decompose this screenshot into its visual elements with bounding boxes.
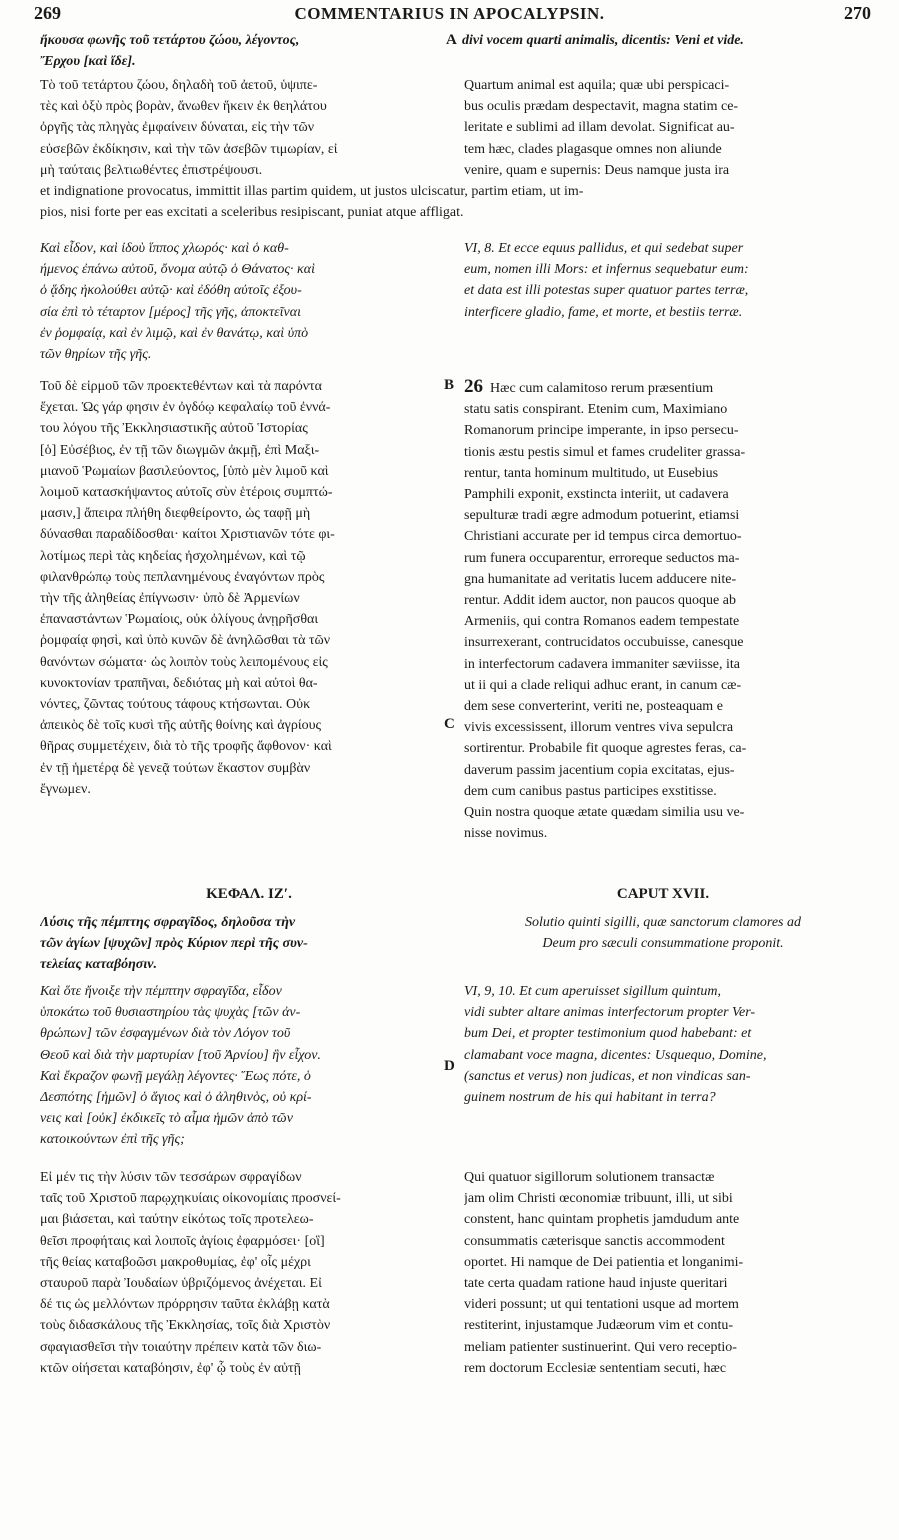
text-line [464,376,862,399]
text-line: gna humanitate ad veritatis lucem adducere nite- [464,571,737,587]
text-line: Θεοῦ καὶ διὰ τὴν μαρτυρίαν [τοῦ Ἀρνίου] ἣν εἶχον. [40,1047,321,1063]
text-line: eum, nomen illi Mors: et infernus sequebatur eum: [464,262,749,278]
margin-marker-d: D [444,1058,455,1074]
section-number: 26 [464,376,483,397]
text-line: νόντες, ζῶντας τούτους τάφους κτήσωνται. Οὐκ [40,697,311,713]
text-line: Christiani accurate per id tempus circa demortuo- [464,529,742,545]
text-line: VI, 8. Et ecce equus pallidus, et qui sedebat super [464,241,744,256]
text-line: κτῶν οἰήσεται καταβόησιν, ἐφ' ᾧ τοὺς ἐν αὐτῇ [40,1360,302,1376]
text-line: ut ii qui a clade reliqui adhuc erant, in canum cæ- [464,677,742,693]
latin-chapter-heading: CAPUT XVII. [616,886,710,902]
page-number-right: 270 [844,3,871,23]
text-line: constent, hanc quintam prophetis jamdudum ante [464,1212,740,1228]
text-line: ἐν ῥομφαίᾳ, καὶ ἐν λιμῷ, καὶ ἐν θανάτῳ, καὶ ὑπὸ [40,325,309,341]
greek-chapter-summary [40,912,458,976]
text-line: tem hæc, clades plagasque omnes non aliunde [464,141,722,157]
greek-verse-6-8 [40,238,458,365]
text-line: θρώπων] τῶν ἐσφαγμένων διὰ τὸν Λόγον τοῦ [40,1026,291,1042]
text-line: ἔγνωμεν. [40,781,91,797]
text-line: rentur. Addit idem auctor, non paucos quoque ab [464,593,736,609]
text-line: Τὸ τοῦ τετάρτου ζώου, δηλαδὴ τοῦ ἀετοῦ, ὑψιπε- [40,78,318,93]
text-line: venire, quam e supernis: Deus namque justa ira [464,162,730,178]
text-line: θανόντων σώματα· ὡς λοιπὸν τοὺς λειπομένους εἰς [40,654,328,670]
text-line: ήμενος ἐπάνω αὐτοῦ, ὄνομα αὐτῷ ὁ Θάνατος· καὶ [40,262,316,278]
text-line: Qui quatuor sigillorum solutionem transactæ [464,1170,715,1185]
page-number-left: 269 [34,3,61,23]
text-line: μιανοῦ Ῥωμαίων βασιλεύοντος, [ὑπὸ μὲν λιμοῦ καὶ [40,463,329,479]
text-line: rum funera occuparentur, erroreque seductos ma- [464,550,740,566]
text-line: Ἔρχου [καὶ ἴδε]. [40,54,136,70]
text-line: σία ἐπὶ τὸ τέταρτον [μέρος] τῆς γῆς, ἀποκτεῖναι [40,304,301,320]
text-line: τελείας καταβόησιν. [40,957,157,973]
text-line: et indignatione provocatus, immittit illas partim quidem, ut justos ulciscatur, partim etiam, ut im- [40,184,584,199]
text-line: ἐπαναστάντων Ῥωμαίοις, οὐκ ὀλίγους ἀνῃρῆσθαι [40,612,319,628]
text-line: τῶν θηρίων τῆς γῆς. [40,347,152,363]
text-line: meliam patienter sustinuerint. Qui vero receptio- [464,1339,737,1355]
greek-verse-6-9 [40,981,458,1151]
text-line: dem cum canibus pastus participes exstitisse. [464,783,717,799]
text-line: σφαγιασθεῖσι τὴν τοιαύτην πρέπειν κατὰ τῶν διω- [40,1339,322,1355]
text-line: jam olim Christi œconomiæ tribuunt, illi, ut sibi [464,1191,733,1207]
text-line: Λύσις τῆς πέμπτης σφραγῖδος, δηλοῦσα τὴν [40,915,296,930]
text-line: statu satis conspirant. Etenim cum, Maximiano [464,402,728,418]
text-line: σταυροῦ παρὰ Ἰουδαίων ὑβριζόμενος ἀνέχεται. Εἰ [40,1276,322,1292]
text-line: bum Dei, et propter testimonium quod habebant: et [464,1026,752,1042]
text-line: μὴ ταύταις βελτιωθέντες ἐπιστρέψουσι. [40,162,263,178]
text-line: ἤκουσα φωνῆς τοῦ τετάρτου ζώου, λέγοντος, [40,33,300,48]
text-line: Armeniis, qui contra Romanos eadem tempestate [464,614,740,630]
text-line: oportet. Hi namque de Dei patientia et longanimi- [464,1254,744,1270]
margin-marker-c: C [444,716,455,732]
running-title: COMMENTARIUS IN APOCALYPSIN. [294,4,605,23]
text-line: Solutio quinti sigilli, quæ sanctorum clamores ad [525,915,801,930]
text-line: θῆρας συμμετέχειν, διὰ τὸ τῆς τροφῆς ἄφθονον· καὶ [40,739,332,755]
text-line: δέ τις ὡς μελλόντων πρόρρησιν ταῦτα ἐκλάβῃ κατὰ [40,1297,330,1313]
margin-marker-b: B [444,377,455,393]
greek-chapter-heading: ΚΕΦΑΛ. ΙΖʹ. [206,886,292,902]
text-line: Romanorum principe imperante, in ipso persecu- [464,423,739,439]
text-line: του λόγου τῆς Ἐκκλησιαστικῆς αὐτοῦ Ἱστορίας [40,421,308,437]
text-line: Καὶ ὅτε ἤνοιξε τὴν πέμπτην σφραγῖδα, εἶδον [40,984,282,999]
text-line: clamabant voce magna, dicentes: Usquequo, Domine, [464,1047,767,1063]
text-line: tate certa quadam ratione haud injuste queritari [464,1276,728,1292]
text-line: δύνασθαι παραδίδοσθαι· καίτοι Χριστιανῶν τότε φι- [40,527,335,543]
text-line: ἐν τῇ ἡμετέρᾳ δὲ γενεᾷ τούτων ἕκαστον συμβὰν [40,760,311,776]
text-line: rem doctorum Ecclesiæ sententiam secuti, hæc [464,1360,727,1376]
text-line: leritate e sublimi ad illam devolat. Significat au- [464,120,735,136]
full-width-latin [40,181,862,223]
text-line: τοὺς διδασκάλους τῆς Ἐκκλησίας, τοῖς διὰ Χριστὸν [40,1318,331,1334]
running-header [0,0,899,26]
text-line: bus oculis prædam despectavit, magna statim ce- [464,99,739,115]
text-line: λοιμοῦ κατασκήψαντος αὐτοῖς σὺν ἑτέροις συμπτώ- [40,485,333,501]
text-line: sepulturæ tradi ægre admodum potuerint, etiamsi [464,508,740,524]
text-line: divi vocem quarti animalis, dicentis: Veni et vide. [462,33,744,48]
text-line: Deum pro sæculi consummatione proponit. [542,936,784,952]
text-line: τὴν τῆς ἀληθείας ἐπίγνωσιν· ὑπὸ δὲ Ἀρμενίων [40,591,300,607]
text-line: ἔχεται. Ὡς γάρ φησιν ἐν ὀγδόῳ κεφαλαίῳ τοῦ ἐννά- [40,400,331,416]
text-line: Quin nostra quoque ætate quædam similia usu ve- [464,805,745,821]
text-line: (sanctus et verus) non judicas, et non vindicas san- [464,1068,751,1084]
text-line: sortirentur. Probabile fit quoque agrestes feras, ca- [464,741,747,757]
text-line: Τοῦ δὲ εἱρμοῦ τῶν προεκτεθέντων καὶ τὰ παρόντα [40,379,322,394]
text-line: κατοικούντων ἐπὶ τῆς γῆς; [40,1132,185,1148]
latin-chapter-summary [464,912,862,954]
text-line: insurrexerant, contrucidatos occubuisse, canesque [464,635,744,651]
text-line: nisse novimus. [464,826,548,842]
text-line: vivis excessissent, illorum ventres viva sepulcra [464,720,734,736]
greek-comment [40,75,458,181]
greek-final-commentary [40,1167,458,1379]
text-line: Καὶ ἔκραζον φωνῇ μεγάλῃ λέγοντες· Ἕως πότε, ὁ [40,1068,311,1084]
text-line: θεῖσι προφήταις καὶ λοιποῖς ἁγίοις ἐφαρμόσει· [οἳ] [40,1233,325,1249]
text-line: et data est illi potestas super quatuor partes terræ, [464,283,749,299]
text-line: pios, nisi forte per eas excitati a sceleribus resipiscant, puniat atque affligat. [40,205,464,221]
text-line: εὐσεβῶν ἐκδίκησιν, καὶ τὴν τῶν ἀσεβῶν τιμωρίαν, εἰ [40,141,338,157]
text-line: ταῖς τοῦ Χριστοῦ παρῳχηκυίαις οἰκονομίαις προσνεί- [40,1191,341,1207]
text-line: τὲς καὶ ὀξὺ πρὸς βορὰν, ἄνωθεν ἥκειν ἐκ θεηλάτου [40,99,327,115]
text-line: ῥομφαίᾳ φησὶ, καὶ ὑπὸ κυνῶν δὲ ἀνηλῶσθαι τὰ τῶν [40,633,331,649]
text-line: ὑποκάτω τοῦ θυσιαστηρίου τὰς ψυχὰς [τῶν ἀν- [40,1005,301,1021]
text-line: φιλανθρώπῳ τοὺς πεπλανημένους ἐναγόντων πρὸς [40,569,325,585]
text-line: interficere gladio, fame, et morte, et bestiis terræ. [464,304,743,320]
text-line: VI, 9, 10. Et cum aperuisset sigillum quintum, [464,984,722,999]
text-line: κυνοκτονίαν τραπῆναι, δεδιότας μὴ καὶ αὐτοὶ θα- [40,675,318,691]
text-line: vidi subter altare animas interfectorum propter Ver- [464,1005,756,1021]
latin-verse-6-9 [464,981,862,1108]
text-line: Quartum animal est aquila; quæ ubi perspicaci- [464,78,730,93]
text-line: τῆς θείας καταβοῶσι μακροθυμίας, ἐφ' οἷς μέχρι [40,1254,311,1270]
latin-comment [464,75,862,181]
text-line: dem sese converterint, veriti ne, posteaquam e [464,699,723,715]
text-line: guinem nostrum de his qui habitant in terra? [464,1090,716,1106]
text-line: daverum passim jacentium copia excitatas, ejus- [464,762,735,778]
text-line: τῶν ἁγίων [ψυχῶν] πρὸς Κύριον περὶ τῆς συν- [40,936,308,952]
text-line: videri possunt; ut qui tentationi usque ad mortem [464,1297,739,1313]
text-line: tionis æstu pestis simul et fames crudeliter grassa- [464,444,746,460]
text-line: μαι βιάσεται, καὶ ταύτην εἰκότως τοῖς προτελεω- [40,1212,314,1228]
margin-marker-a: A [446,32,457,48]
text-line: Δεσπότης [ἡμῶν] ὁ ἅγιος καὶ ὁ ἀληθινὸς, οὐ κρί- [40,1090,312,1106]
latin-intro [462,30,860,51]
latin-final-commentary [464,1167,862,1379]
latin-verse-6-8 [464,238,862,323]
text-line: ὀργῆς τὰς πληγὰς ἐμφαίνειν δύναται, εἰς τὴν τῶν [40,120,315,136]
greek-intro [40,30,458,72]
text-line: [ὁ] Εὐσέβιος, ἐν τῇ τῶν διωγμῶν ἀκμῇ, ἐπὶ Μαξι- [40,442,320,458]
greek-commentary-26 [40,376,458,800]
text-line: μασιν,] ἄπειρα πλήθη διεφθείροντο, ὡς ταφῇ μὴ [40,506,311,522]
text-line: consummatis cæterisque sanctis accommodent [464,1233,725,1249]
text-line: restiterint, injustamque Judæorum vim et contu- [464,1318,734,1334]
text-line: ἀπεικὸς δὲ τοῖς κυσὶ τῆς αὐτῆς θοίνης καὶ ἀγρίους [40,718,322,734]
text-line: rentur, tanta hominum multitudo, ut Eusebius [464,465,719,481]
latin-commentary-26 [464,376,862,844]
text-line: Καὶ εἶδον, καὶ ἰδοὺ ἵππος χλωρός· καὶ ὁ καθ- [40,241,289,256]
text-line: Εἰ μέν τις τὴν λύσιν τῶν τεσσάρων σφραγίδων [40,1170,302,1185]
text-line: νεις καὶ [οὐκ] ἐκδικεῖς τὸ αἷμα ἡμῶν ἀπὸ τῶν [40,1111,293,1127]
text-line: Pamphili exponit, exstincta interiit, ut cadavera [464,487,729,503]
text-line: λοτίμως περὶ τὰς κηδείας ἠσχολημένων, καὶ τῷ [40,548,306,564]
text-line: ὁ ᾅδης ἠκολούθει αὐτῷ· καὶ ἐδόθη αὐτοῖς ἐξου- [40,283,302,299]
text-line: in interfectorum cadavera immaniter sæviisse, ita [464,656,741,672]
text-line-start: Hæc cum calamitoso rerum præsentium [490,381,714,396]
